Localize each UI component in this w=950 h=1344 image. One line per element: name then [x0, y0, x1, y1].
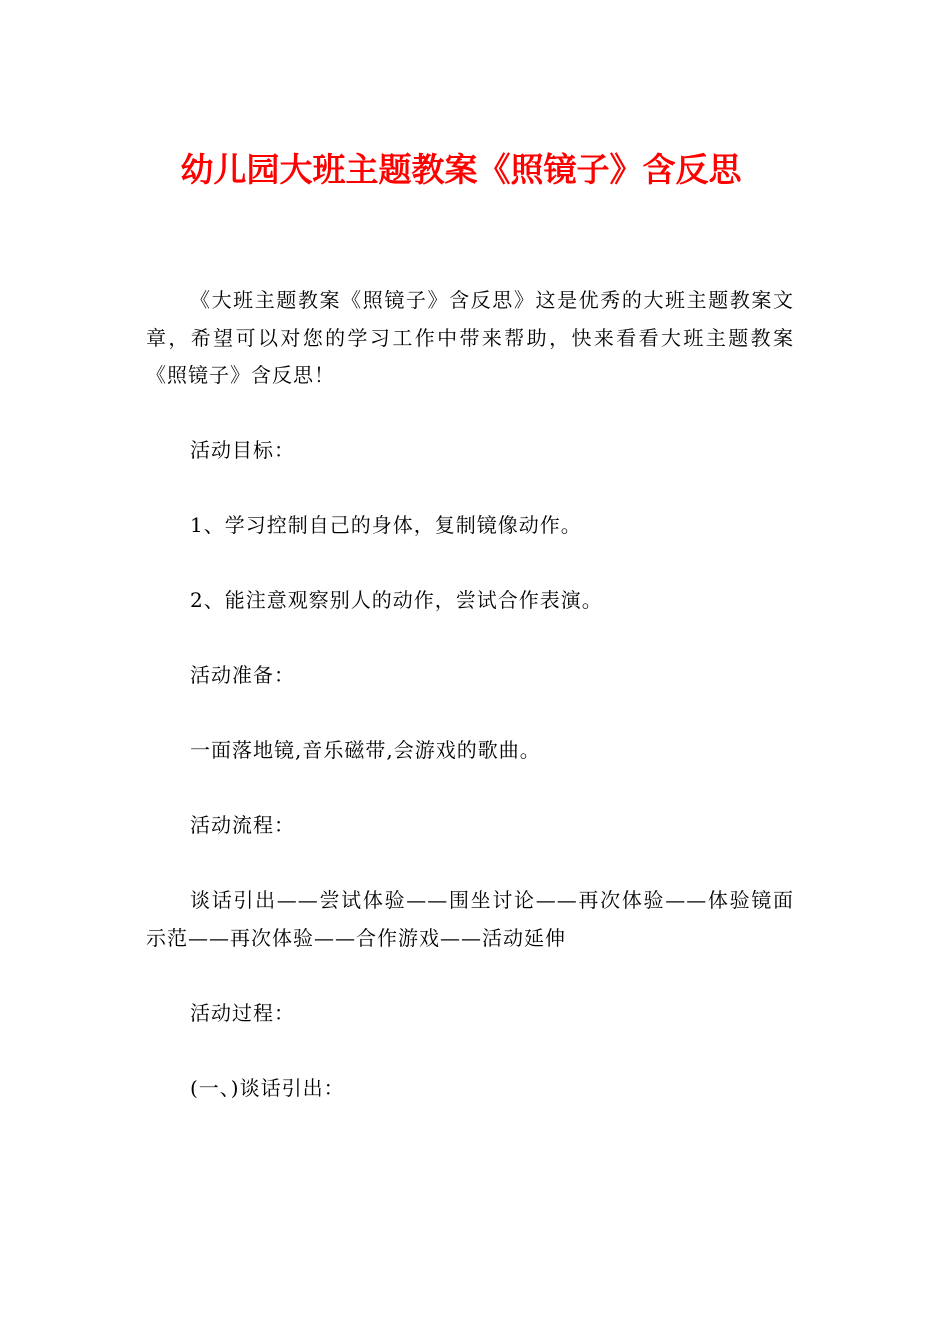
section-heading-goals: 活动目标： [190, 438, 295, 462]
section-heading-preparation: 活动准备： [190, 663, 295, 687]
goal-item-1: 1、学习控制自己的身体，复制镜像动作。 [190, 513, 582, 537]
section-heading-flow: 活动流程： [190, 813, 295, 837]
process-step-1: (一、)谈话引出： [190, 1075, 345, 1100]
section-heading-process: 活动过程： [190, 1000, 295, 1025]
flow-text: 谈话引出——尝试体验——围坐讨论——再次体验——体验镜面示范——再次体验——合作游戏——活动延伸 [146, 888, 794, 950]
document-title: 幼儿园大班主题教案《照镜子》含反思 [180, 150, 742, 189]
preparation-text: 一面落地镜,音乐磁带,会游戏的歌曲。 [190, 738, 541, 762]
document-body [146, 282, 794, 1145]
intro-paragraph: 《大班主题教案《照镜子》含反思》这是优秀的大班主题教案文章，希望可以对您的学习工作中带来帮助，快来看看大班主题教案《照镜子》含反思！ [146, 288, 794, 387]
goal-item-2: 2、能注意观察别人的动作，尝试合作表演。 [190, 588, 603, 612]
